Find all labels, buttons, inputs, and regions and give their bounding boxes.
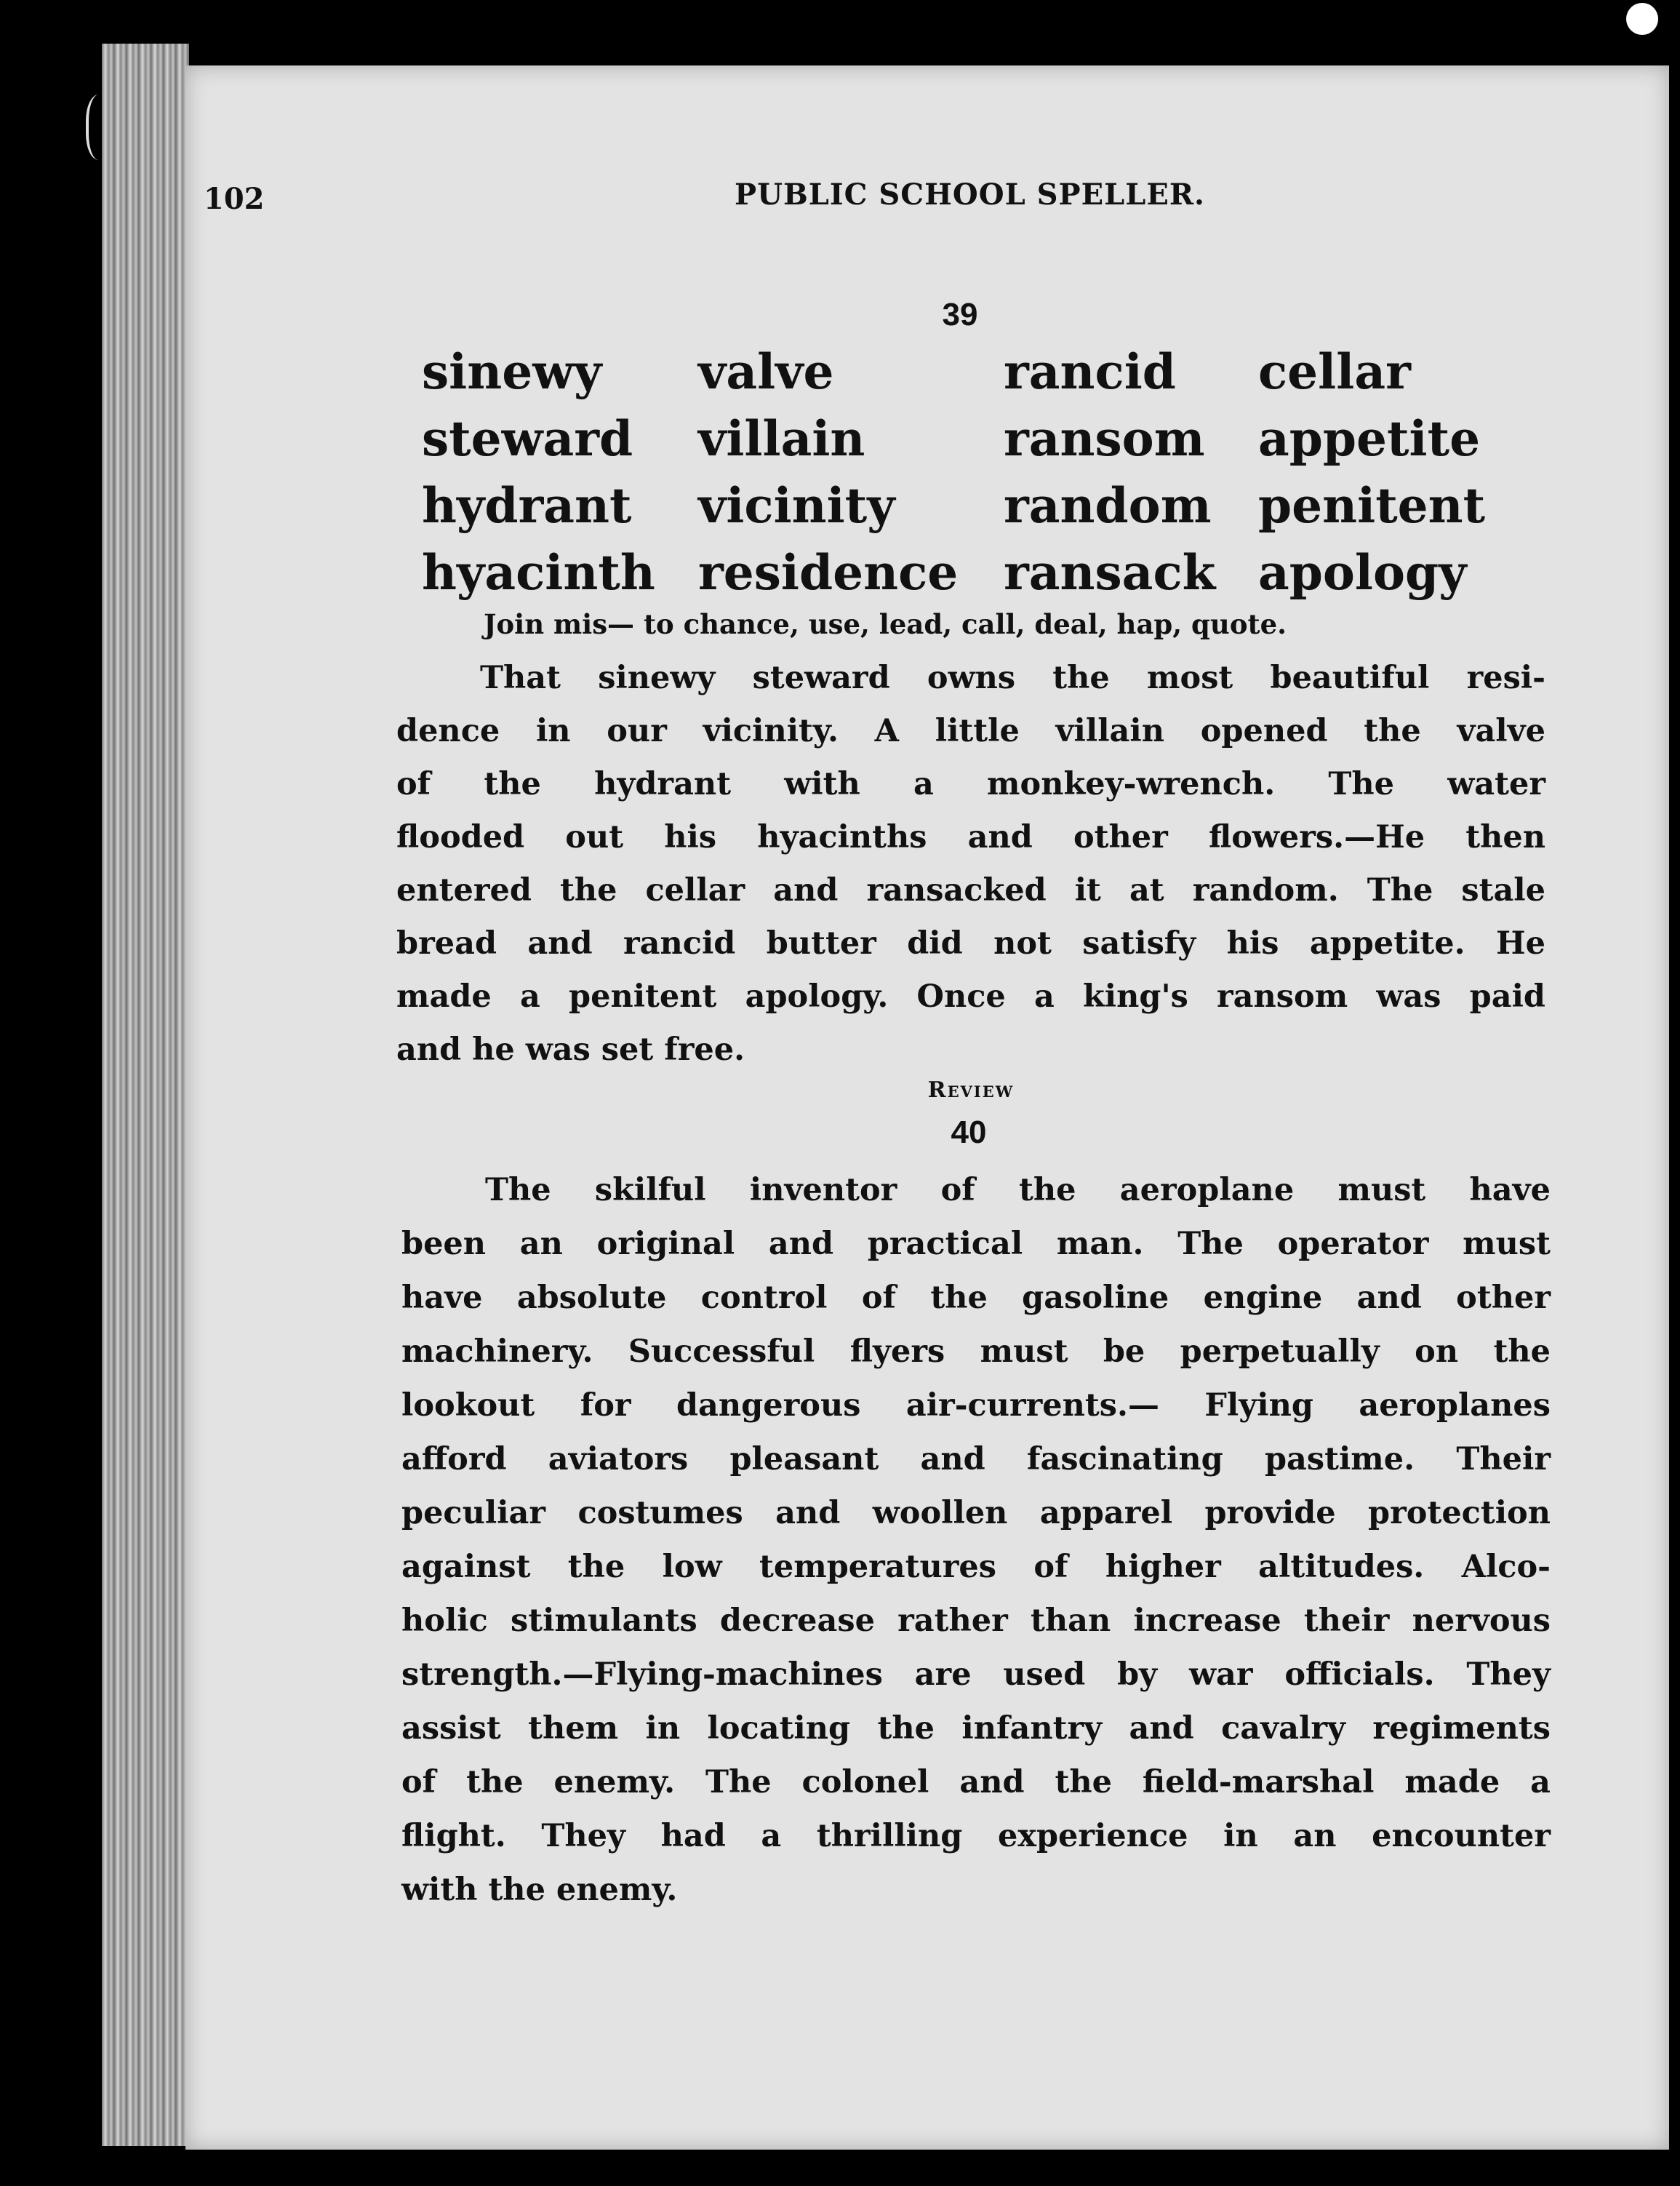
running-title: PUBLIC SCHOOL SPELLER. [735, 177, 1205, 212]
paragraph-line: against the low temperatures of higher altitudes. Alco- [401, 1549, 1551, 1585]
lesson-paragraph [396, 652, 1545, 1077]
paragraph-line: lookout for dangerous air-currents.— Flying aeroplanes [401, 1387, 1551, 1424]
paragraph-line: have absolute control of the gasoline engine and other [401, 1280, 1551, 1316]
paragraph-line: of the enemy. The colonel and the field-marshal made a [401, 1764, 1551, 1800]
paragraph-line: with the enemy. [401, 1872, 678, 1908]
spelling-word: ransom [1004, 410, 1205, 467]
spelling-word: hydrant [422, 477, 632, 534]
lesson-number: 39 [942, 297, 978, 332]
spelling-word: hyacinth [422, 544, 655, 601]
paragraph-line: strength.—Flying-machines are used by war officials. They [401, 1656, 1551, 1693]
paragraph-line: of the hydrant with a monkey-wrench. The water [396, 766, 1545, 802]
review-paragraph [401, 1163, 1551, 1917]
spelling-word: valve [698, 343, 834, 400]
paragraph-line: bread and rancid butter did not satisfy his appetite. He [396, 925, 1545, 962]
corner-mark [1626, 3, 1658, 35]
spelling-word: steward [422, 410, 633, 467]
binding-tear [86, 95, 118, 160]
paragraph-line: flight. They had a thrilling experience in an encounter [401, 1818, 1551, 1854]
exercise-instruction: Join mis— to chance, use, lead, call, deal, hap, quote. [484, 608, 1287, 640]
spelling-word: residence [698, 544, 959, 601]
spelling-word: rancid [1004, 343, 1176, 400]
spelling-word: appetite [1258, 410, 1481, 467]
spelling-word-grid [422, 338, 1498, 606]
spelling-word: villain [698, 410, 865, 467]
review-heading: Review [927, 1077, 1015, 1103]
spelling-word: apology [1258, 544, 1467, 601]
lesson-number: 40 [951, 1114, 987, 1150]
paragraph-line: The skilful inventor of the aeroplane must have [485, 1172, 1551, 1208]
paragraph-line: and he was set free. [396, 1032, 745, 1068]
paragraph-line: dence in our vicinity. A little villain opened the valve [396, 713, 1545, 749]
spelling-word: sinewy [422, 343, 602, 400]
paragraph-line: flooded out his hyacinths and other flowers.—He then [396, 819, 1545, 855]
paragraph-line: assist them in locating the infantry and cavalry regiments [401, 1710, 1551, 1747]
paragraph-line: machinery. Successful flyers must be perpetually on the [401, 1333, 1551, 1370]
page-number: 102 [204, 182, 265, 216]
paragraph-line: been an original and practical man. The operator must [401, 1226, 1551, 1262]
spelling-word: random [1004, 477, 1212, 534]
paragraph-line: holic stimulants decrease rather than increase their nervous [401, 1603, 1551, 1639]
paragraph-line: That sinewy steward owns the most beautiful resi- [480, 660, 1545, 696]
page-header [204, 164, 1382, 230]
book-page-edges [102, 44, 189, 2146]
spelling-word: penitent [1258, 477, 1486, 534]
spelling-word: vicinity [698, 477, 895, 534]
spelling-word: ransack [1004, 544, 1216, 601]
spelling-word: cellar [1258, 343, 1411, 400]
paragraph-line: afford aviators pleasant and fascinating pastime. Their [401, 1441, 1551, 1477]
paragraph-line: peculiar costumes and woollen apparel provide protection [401, 1495, 1551, 1531]
paragraph-line: made a penitent apology. Once a king's ransom was paid [396, 978, 1545, 1015]
paragraph-line: entered the cellar and ransacked it at random. The stale [396, 872, 1545, 909]
